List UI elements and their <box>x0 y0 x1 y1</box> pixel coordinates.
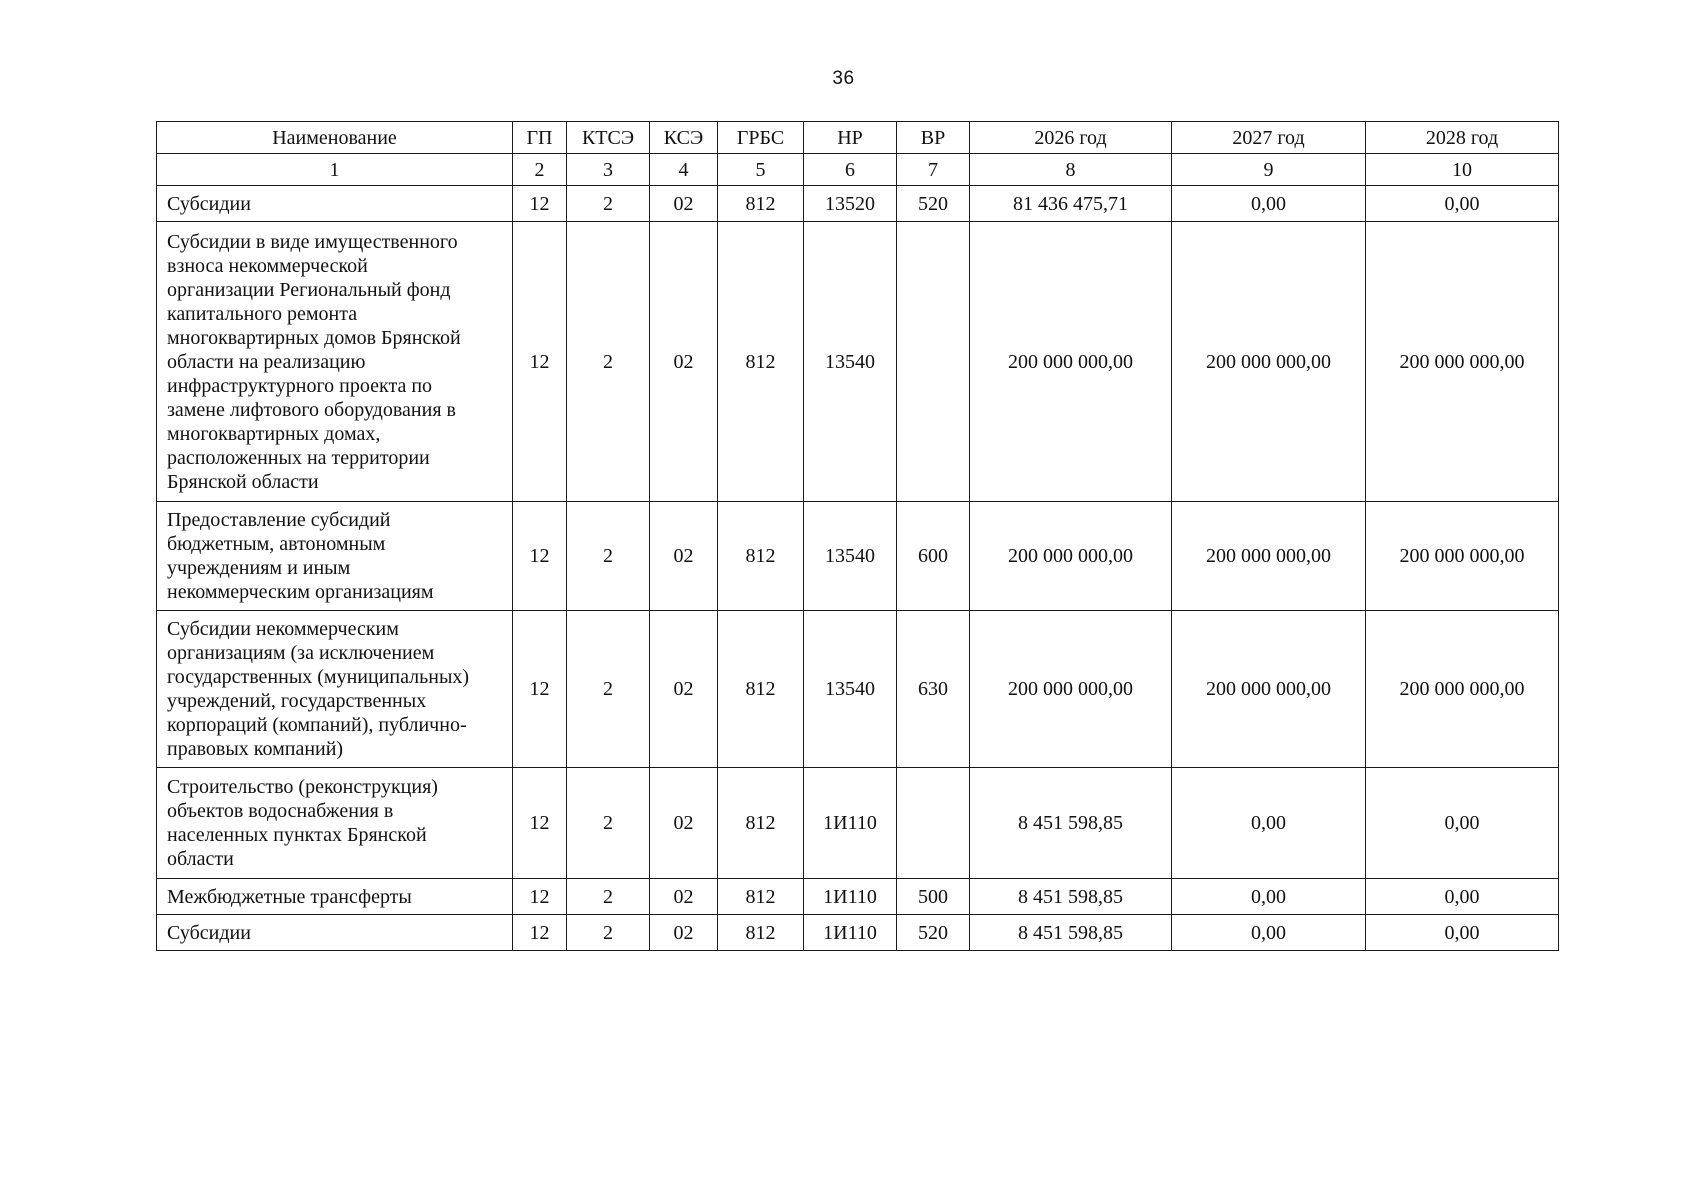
cell-2027: 200 000 000,00 <box>1172 222 1366 502</box>
cell-ktse: 2 <box>567 915 650 951</box>
row-name-line: многоквартирных домов Брянской <box>167 326 461 349</box>
row-name-line: учреждений, государственных <box>167 690 427 712</box>
cell-grbs: 812 <box>718 879 804 915</box>
cell-gp: 12 <box>513 879 567 915</box>
row-name-line: Строительство (реконструкция) <box>167 776 438 798</box>
row-name-line: учреждениям и иным <box>167 557 351 579</box>
row-name-line: расположенных на территории <box>167 446 430 469</box>
table-row <box>157 879 1559 915</box>
cell-kse: 02 <box>650 222 718 502</box>
cell-vr: 630 <box>897 611 970 768</box>
cell-2027: 0,00 <box>1172 768 1366 879</box>
cell-kse: 02 <box>650 768 718 879</box>
cell-2028: 200 000 000,00 <box>1366 611 1559 768</box>
column-number: 2 <box>513 154 567 186</box>
cell-2026: 200 000 000,00 <box>970 222 1172 502</box>
cell-vr <box>897 222 970 502</box>
header-row <box>157 122 1559 154</box>
cell-nr: 1И110 <box>804 768 897 879</box>
column-number: 10 <box>1366 154 1559 186</box>
row-name-line: инфраструктурного проекта по <box>167 374 433 397</box>
cell-kse: 02 <box>650 915 718 951</box>
column-number: 4 <box>650 154 718 186</box>
cell-2026: 81 436 475,71 <box>970 186 1172 222</box>
column-number: 9 <box>1172 154 1366 186</box>
cell-2028: 0,00 <box>1366 768 1559 879</box>
header-2027: 2027 год <box>1172 122 1366 154</box>
cell-nr: 13540 <box>804 222 897 502</box>
table-row <box>157 502 1559 611</box>
row-name-line: замене лифтового оборудования в <box>167 398 456 421</box>
row-name-line: правовых компаний) <box>167 738 344 760</box>
cell-nr: 13540 <box>804 611 897 768</box>
cell-grbs: 812 <box>718 186 804 222</box>
cell-2026: 8 451 598,85 <box>970 879 1172 915</box>
column-number: 8 <box>970 154 1172 186</box>
cell-gp: 12 <box>513 186 567 222</box>
cell-ktse: 2 <box>567 611 650 768</box>
header-vr: ВР <box>897 122 970 154</box>
row-name-line: области <box>167 848 234 870</box>
cell-2027: 200 000 000,00 <box>1172 611 1366 768</box>
cell-ktse: 2 <box>567 222 650 502</box>
cell-ktse: 2 <box>567 879 650 915</box>
cell-gp: 12 <box>513 768 567 879</box>
row-name-line: области на реализацию <box>167 350 366 373</box>
cell-vr: 500 <box>897 879 970 915</box>
row-name: Межбюджетные трансферты <box>157 879 513 915</box>
cell-2026: 8 451 598,85 <box>970 768 1172 879</box>
cell-2027: 0,00 <box>1172 186 1366 222</box>
budget-table <box>156 121 1559 951</box>
table-row <box>157 222 1559 502</box>
table-row <box>157 915 1559 951</box>
cell-2027: 0,00 <box>1172 915 1366 951</box>
cell-kse: 02 <box>650 611 718 768</box>
column-number: 6 <box>804 154 897 186</box>
column-number: 7 <box>897 154 970 186</box>
row-name-line: Предоставление субсидий <box>167 509 391 531</box>
cell-nr: 13520 <box>804 186 897 222</box>
row-name-line: некоммерческим организациям <box>167 581 434 603</box>
column-number: 3 <box>567 154 650 186</box>
cell-gp: 12 <box>513 915 567 951</box>
cell-2028: 200 000 000,00 <box>1366 502 1559 611</box>
cell-grbs: 812 <box>718 502 804 611</box>
table-row <box>157 186 1559 222</box>
cell-2026: 200 000 000,00 <box>970 502 1172 611</box>
cell-2026: 200 000 000,00 <box>970 611 1172 768</box>
cell-kse: 02 <box>650 502 718 611</box>
cell-2027: 200 000 000,00 <box>1172 502 1366 611</box>
header-2028: 2028 год <box>1366 122 1559 154</box>
cell-kse: 02 <box>650 186 718 222</box>
cell-grbs: 812 <box>718 611 804 768</box>
row-name-line: капитального ремонта <box>167 302 358 325</box>
column-number-row <box>157 154 1559 186</box>
page-number: 36 <box>832 68 855 89</box>
cell-2028: 0,00 <box>1366 186 1559 222</box>
row-name-line: Субсидии в виде имущественного <box>167 230 458 253</box>
header-kse: КСЭ <box>650 122 718 154</box>
row-name-line: населенных пунктах Брянской <box>167 824 427 846</box>
cell-vr <box>897 768 970 879</box>
row-name-line: взноса некоммерческой <box>167 254 368 277</box>
row-name-line: бюджетным, автономным <box>167 533 386 555</box>
cell-grbs: 812 <box>718 222 804 502</box>
row-name: Субсидии <box>157 186 513 222</box>
cell-2027: 0,00 <box>1172 879 1366 915</box>
header-ktse: КТСЭ <box>567 122 650 154</box>
row-name <box>157 611 513 768</box>
cell-nr: 13540 <box>804 502 897 611</box>
header-grbs: ГРБС <box>718 122 804 154</box>
header-name: Наименование <box>157 122 513 154</box>
cell-vr: 600 <box>897 502 970 611</box>
column-number: 1 <box>157 154 513 186</box>
header-2026: 2026 год <box>970 122 1172 154</box>
cell-gp: 12 <box>513 611 567 768</box>
row-name-line: организациям (за исключением <box>167 642 435 664</box>
table-row <box>157 611 1559 768</box>
cell-vr: 520 <box>897 915 970 951</box>
cell-gp: 12 <box>513 502 567 611</box>
cell-kse: 02 <box>650 879 718 915</box>
cell-2028: 200 000 000,00 <box>1366 222 1559 502</box>
cell-grbs: 812 <box>718 915 804 951</box>
row-name <box>157 222 513 502</box>
row-name-line: государственных (муниципальных) <box>167 666 470 688</box>
row-name <box>157 502 513 611</box>
table-row <box>157 768 1559 879</box>
cell-2026: 8 451 598,85 <box>970 915 1172 951</box>
row-name-line: Субсидии некоммерческим <box>167 618 399 640</box>
cell-nr: 1И110 <box>804 879 897 915</box>
cell-vr: 520 <box>897 186 970 222</box>
row-name <box>157 768 513 879</box>
header-gp: ГП <box>513 122 567 154</box>
row-name-line: объектов водоснабжения в <box>167 800 394 822</box>
row-name: Субсидии <box>157 915 513 951</box>
cell-ktse: 2 <box>567 502 650 611</box>
cell-gp: 12 <box>513 222 567 502</box>
column-number: 5 <box>718 154 804 186</box>
header-nr: НР <box>804 122 897 154</box>
row-name-line: организации Региональный фонд <box>167 278 451 301</box>
cell-ktse: 2 <box>567 768 650 879</box>
cell-nr: 1И110 <box>804 915 897 951</box>
row-name-line: многоквартирных домах, <box>167 422 381 445</box>
cell-grbs: 812 <box>718 768 804 879</box>
cell-ktse: 2 <box>567 186 650 222</box>
row-name-line: корпораций (компаний), публично- <box>167 714 467 736</box>
row-name-line: Брянской области <box>167 470 319 493</box>
cell-2028: 0,00 <box>1366 879 1559 915</box>
cell-2028: 0,00 <box>1366 915 1559 951</box>
